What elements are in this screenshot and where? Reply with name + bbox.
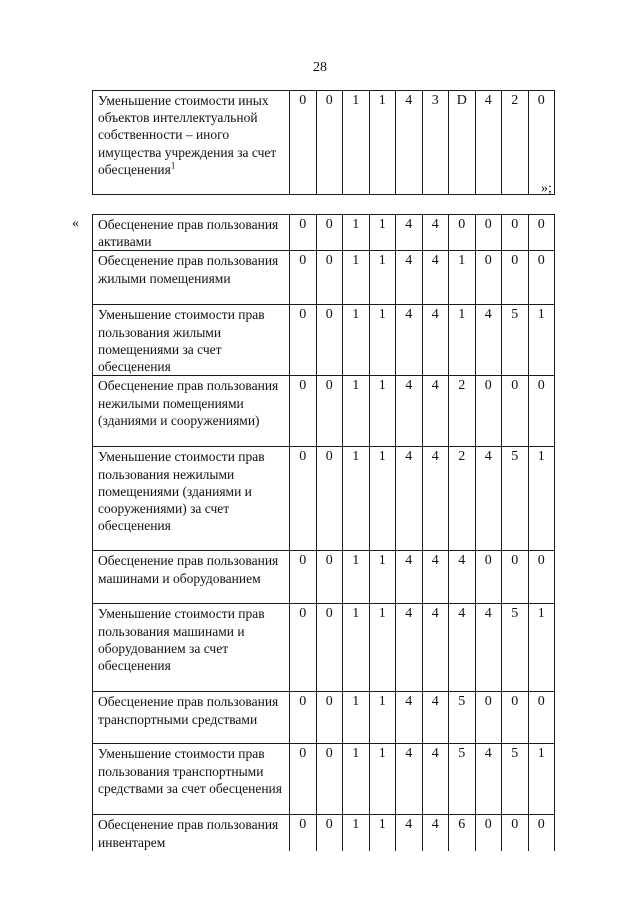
code-digit: 1: [369, 815, 396, 851]
code-digit: 0: [290, 251, 317, 305]
code-digit: 5: [502, 604, 529, 692]
code-digit: 0: [502, 215, 529, 251]
code-digit: 1: [528, 447, 555, 551]
table-row: [93, 744, 555, 815]
row-label: Обесценение прав пользования нежилыми помещениями (зданиями и сооружениями): [93, 376, 290, 447]
code-digit: 1: [343, 251, 370, 305]
code-digit: 4: [422, 744, 449, 815]
row-label: Обесценение прав пользования жилыми помещениями: [93, 251, 290, 305]
code-digit: 0: [528, 815, 555, 851]
code-digit: 0: [316, 91, 343, 195]
code-digit: 0: [290, 215, 317, 251]
code-digit: 1: [369, 305, 396, 376]
code-digit: 4: [449, 551, 476, 604]
code-digit: 4: [475, 305, 502, 376]
code-digit: 0: [290, 744, 317, 815]
code-digit: 5: [449, 692, 476, 744]
code-digit: 1: [369, 215, 396, 251]
code-digit: 0: [502, 815, 529, 851]
opening-quote: «: [72, 216, 79, 231]
code-digit: 0: [316, 305, 343, 376]
code-digit: 4: [422, 215, 449, 251]
code-digit: 1: [369, 692, 396, 744]
code-digit: 4: [422, 551, 449, 604]
code-digit: 2: [502, 91, 529, 195]
code-digit: 0: [502, 692, 529, 744]
code-digit: 4: [422, 251, 449, 305]
code-digit: 0: [316, 551, 343, 604]
code-digit: 1: [528, 604, 555, 692]
table-row: [93, 447, 555, 551]
code-digit: 1: [449, 305, 476, 376]
code-digit: 0: [316, 815, 343, 851]
code-digit: 2: [449, 447, 476, 551]
code-digit: 4: [396, 251, 423, 305]
code-digit: 5: [502, 305, 529, 376]
code-digit: 1: [369, 604, 396, 692]
code-digit: 4: [396, 744, 423, 815]
code-digit: 1: [449, 251, 476, 305]
code-digit: 0: [290, 91, 317, 195]
code-digit: 5: [502, 447, 529, 551]
table-row: [93, 91, 555, 195]
code-digit: 0: [290, 376, 317, 447]
code-digit: 4: [422, 815, 449, 851]
code-digit: 0: [475, 251, 502, 305]
code-digit: 1: [343, 215, 370, 251]
row-label: Уменьшение стоимости прав пользования транспортными средствами за счет обесценения: [93, 744, 290, 815]
code-digit: 1: [343, 305, 370, 376]
code-digit: 1: [369, 551, 396, 604]
code-digit: 4: [396, 447, 423, 551]
code-digit: 0: [528, 251, 555, 305]
row-label: Обесценение прав пользования инвентарем: [93, 815, 290, 851]
code-digit: 4: [396, 551, 423, 604]
row-label: Обесценение прав пользования транспортными средствами: [93, 692, 290, 744]
code-digit: 0: [290, 551, 317, 604]
table-row: [93, 305, 555, 376]
code-digit: 0: [316, 376, 343, 447]
code-digit: 1: [369, 447, 396, 551]
code-digit: 4: [475, 604, 502, 692]
table-row: [93, 251, 555, 305]
code-digit: 1: [528, 305, 555, 376]
code-digit: 5: [502, 744, 529, 815]
table-row: [93, 815, 555, 851]
code-digit: 1: [343, 692, 370, 744]
footnote-marker: 1: [170, 160, 176, 171]
code-digit: 1: [343, 551, 370, 604]
code-digit: 4: [396, 604, 423, 692]
row-label: Обесценение прав пользования машинами и оборудованием: [93, 551, 290, 604]
code-digit: 0: [528, 692, 555, 744]
table-row: [93, 376, 555, 447]
table-row: [93, 551, 555, 604]
code-digit: 0: [528, 215, 555, 251]
page-number: 28: [313, 60, 327, 75]
code-digit: 1: [369, 91, 396, 195]
code-digit: 4: [422, 376, 449, 447]
code-digit: 4: [422, 604, 449, 692]
table-row: [93, 215, 555, 251]
table-row: [93, 692, 555, 744]
code-digit: 0: [316, 215, 343, 251]
code-digit: 0: [316, 744, 343, 815]
code-digit: 1: [369, 744, 396, 815]
closing-quote: »;: [541, 181, 552, 196]
code-digit: 3: [422, 91, 449, 195]
code-digit: 6: [449, 815, 476, 851]
row-label-text: Уменьшение стоимости иных объектов интеллектуальной собственности – иного имущества учреждения за счет обесценения: [98, 93, 277, 177]
code-digit: 1: [528, 744, 555, 815]
table-row: [93, 604, 555, 692]
row-label: Уменьшение стоимости прав пользования жилыми помещениями за счет обесценения: [93, 305, 290, 376]
code-digit: 0: [316, 251, 343, 305]
row-label: Обесценение прав пользования активами: [93, 215, 290, 251]
code-digit: 4: [475, 91, 502, 195]
code-digit: 0: [502, 376, 529, 447]
code-digit: 0: [528, 91, 555, 195]
code-digit: 0: [316, 692, 343, 744]
code-digit: 4: [422, 692, 449, 744]
code-digit: 0: [290, 305, 317, 376]
code-digit: 4: [475, 744, 502, 815]
code-digit: 1: [343, 744, 370, 815]
code-digit: 1: [343, 447, 370, 551]
code-digit: 0: [475, 692, 502, 744]
code-digit: 0: [502, 251, 529, 305]
code-digit: 0: [475, 815, 502, 851]
code-digit: 0: [528, 376, 555, 447]
code-digit: 0: [502, 551, 529, 604]
code-digit: 0: [449, 215, 476, 251]
code-digit: 4: [475, 447, 502, 551]
account-codes-table: [92, 214, 555, 851]
code-digit: 0: [290, 815, 317, 851]
row-label: Уменьшение стоимости прав пользования нежилыми помещениями (зданиями и сооружениями) за счет обесценения: [93, 447, 290, 551]
code-digit: 0: [290, 692, 317, 744]
code-digit: 4: [396, 376, 423, 447]
code-digit: 0: [475, 215, 502, 251]
code-digit: 4: [396, 692, 423, 744]
code-digit: 1: [369, 251, 396, 305]
code-digit: 2: [449, 376, 476, 447]
code-digit: 0: [316, 604, 343, 692]
code-digit: 4: [396, 815, 423, 851]
code-digit: 4: [396, 91, 423, 195]
code-digit: 0: [316, 447, 343, 551]
code-digit: 1: [369, 376, 396, 447]
code-digit: 1: [343, 91, 370, 195]
code-digit: 0: [475, 376, 502, 447]
code-digit: 0: [290, 604, 317, 692]
row-label: [93, 91, 290, 195]
code-digit: 1: [343, 376, 370, 447]
code-digit: 0: [475, 551, 502, 604]
code-digit: 0: [290, 447, 317, 551]
code-digit: 5: [449, 744, 476, 815]
row-label: Уменьшение стоимости прав пользования машинами и оборудованием за счет обесценения: [93, 604, 290, 692]
code-digit: 0: [528, 551, 555, 604]
code-digit: 4: [396, 215, 423, 251]
code-digit: 4: [449, 604, 476, 692]
code-digit: 1: [343, 604, 370, 692]
code-digit: 4: [422, 305, 449, 376]
account-codes-table-continued: [92, 90, 555, 195]
code-digit: 4: [422, 447, 449, 551]
code-digit: D: [449, 91, 476, 195]
code-digit: 1: [343, 815, 370, 851]
code-digit: 4: [396, 305, 423, 376]
